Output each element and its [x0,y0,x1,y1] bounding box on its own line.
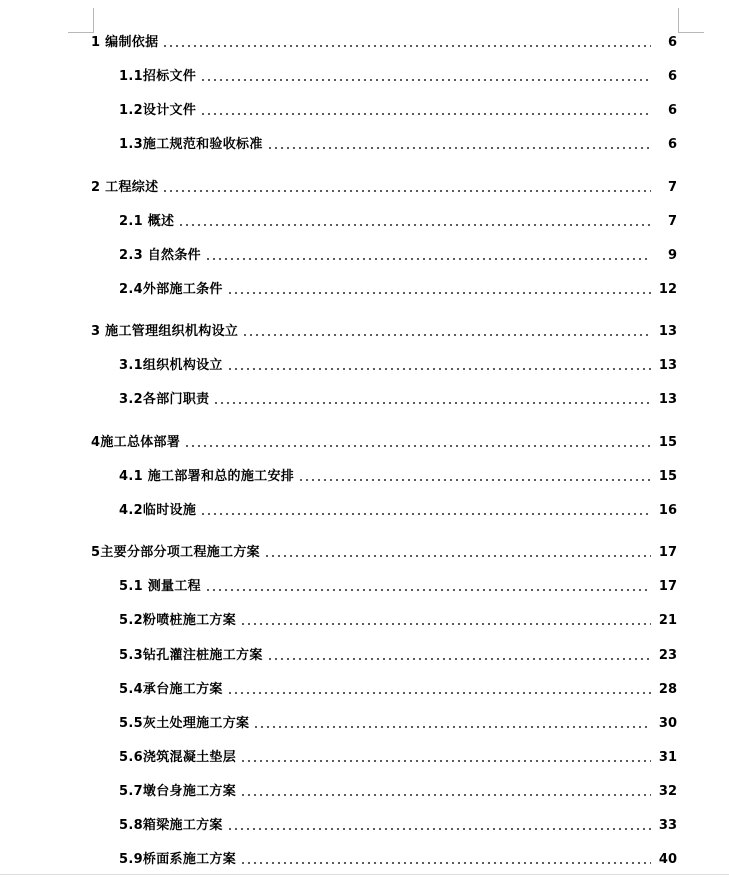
toc-entry-5-6[interactable] [0,746,729,766]
toc-entry-5-7[interactable] [0,780,729,800]
toc-entry-page: 23 [658,648,677,663]
toc-entry-2-1[interactable] [0,210,729,230]
toc-leader-dots [298,478,651,482]
toc-entry-page: 21 [658,613,677,628]
toc-leader-dots [240,759,651,763]
toc-entry-title: 1 编制依据 [91,35,159,50]
toc-entry-2-4[interactable] [0,278,729,298]
toc-leader-dots [178,223,651,227]
toc-entry-page: 32 [658,784,677,799]
toc-entry-page: 31 [658,750,677,765]
toc-entry-page: 16 [658,503,677,518]
toc-entry-title: 2.3 自然条件 [119,248,201,263]
toc-entry-page: 17 [658,579,677,594]
toc-leader-dots [184,444,651,448]
toc-entry-page: 17 [658,545,677,560]
toc-entry-title: 2.4外部施工条件 [119,282,223,297]
toc-entry-page: 6 [667,35,677,50]
toc-entry-title: 1.1招标文件 [119,69,197,84]
toc-leader-dots [253,725,651,729]
toc-leader-dots [200,78,651,82]
toc-entry-2-3[interactable] [0,244,729,264]
toc-entry-4[interactable] [0,431,729,451]
toc-entry-title: 2 工程综述 [91,180,159,195]
toc-leader-dots [242,333,651,337]
toc-entry-3[interactable] [0,320,729,340]
toc-entry-title: 2.1 概述 [119,214,175,229]
toc-leader-dots [213,401,651,405]
toc-entry-3-2[interactable] [0,388,729,408]
toc-entry-3-1[interactable] [0,354,729,374]
toc-entry-1[interactable] [0,31,729,51]
toc-leader-dots [200,112,651,116]
toc-entry-page: 6 [667,103,677,118]
toc-leader-dots [162,189,651,193]
toc-leader-dots [227,291,651,295]
toc-entry-1-3[interactable] [0,133,729,153]
toc-leader-dots [240,793,651,797]
toc-entry-1-2[interactable] [0,99,729,119]
toc-entry-title: 3.1组织机构设立 [119,358,223,373]
toc-leader-dots [205,588,651,592]
toc-entry-page: 40 [658,852,677,867]
toc-entry-title: 5.2粉喷桩施工方案 [119,613,237,628]
toc-entry-page: 12 [658,282,677,297]
toc-entry-page: 7 [667,214,677,229]
toc-entry-title: 5.6浇筑混凝土垫层 [119,750,237,765]
toc-entry-title: 5.1 测量工程 [119,579,201,594]
toc-entry-page: 13 [658,324,677,339]
toc-entry-title: 4施工总体部署 [91,435,181,450]
toc-entry-5-4[interactable] [0,678,729,698]
toc-leader-dots [267,657,651,661]
toc-entry-title: 1.3施工规范和验收标准 [119,137,263,152]
toc-entry-5-2[interactable] [0,609,729,629]
toc-leader-dots [267,146,651,150]
toc-entry-5-8[interactable] [0,814,729,834]
toc-entry-page: 15 [658,435,677,450]
toc-leader-dots [227,367,651,371]
toc-entry-title: 1.2设计文件 [119,103,197,118]
toc-entry-title: 5.5灰土处理施工方案 [119,716,250,731]
toc-entry-title: 4.2临时设施 [119,503,197,518]
toc-entry-title: 5.3钻孔灌注桩施工方案 [119,648,263,663]
toc-entry-4-2[interactable] [0,499,729,519]
toc-entry-5[interactable] [0,541,729,561]
toc-entry-1-1[interactable] [0,65,729,85]
toc-entry-title: 3 施工管理组织机构设立 [91,324,239,339]
toc-leader-dots [200,512,651,516]
toc-entry-page: 28 [658,682,677,697]
toc-entry-title: 5主要分部分项工程施工方案 [91,545,260,560]
toc-entry-4-1[interactable] [0,465,729,485]
toc-entry-page: 30 [658,716,677,731]
toc-entry-title: 5.7墩台身施工方案 [119,784,237,799]
toc-leader-dots [240,861,651,865]
toc-entry-page: 6 [667,137,677,152]
toc-leader-dots [162,44,651,48]
toc-leader-dots [227,691,651,695]
toc-entry-5-1[interactable] [0,575,729,595]
toc-entry-title: 4.1 施工部署和总的施工安排 [119,469,295,484]
toc-entry-5-3[interactable] [0,644,729,664]
toc-entry-page: 13 [658,392,677,407]
toc-entry-page: 15 [658,469,677,484]
toc-entry-title: 5.8箱梁施工方案 [119,818,223,833]
toc-entry-page: 6 [667,69,677,84]
toc-entry-page: 9 [667,248,677,263]
toc-entry-5-9[interactable] [0,848,729,868]
toc-entry-2[interactable] [0,176,729,196]
toc-leader-dots [240,622,651,626]
toc-entry-title: 5.4承台施工方案 [119,682,223,697]
toc-entry-page: 7 [667,180,677,195]
toc-entry-page: 13 [658,358,677,373]
toc-entry-title: 3.2各部门职责 [119,392,210,407]
toc-entry-page: 33 [658,818,677,833]
page-bottom-edge [0,874,729,875]
toc-leader-dots [227,827,651,831]
toc-leader-dots [264,554,651,558]
toc-entry-5-5[interactable] [0,712,729,732]
toc-leader-dots [205,257,651,261]
toc-entry-title: 5.9桥面系施工方案 [119,852,237,867]
